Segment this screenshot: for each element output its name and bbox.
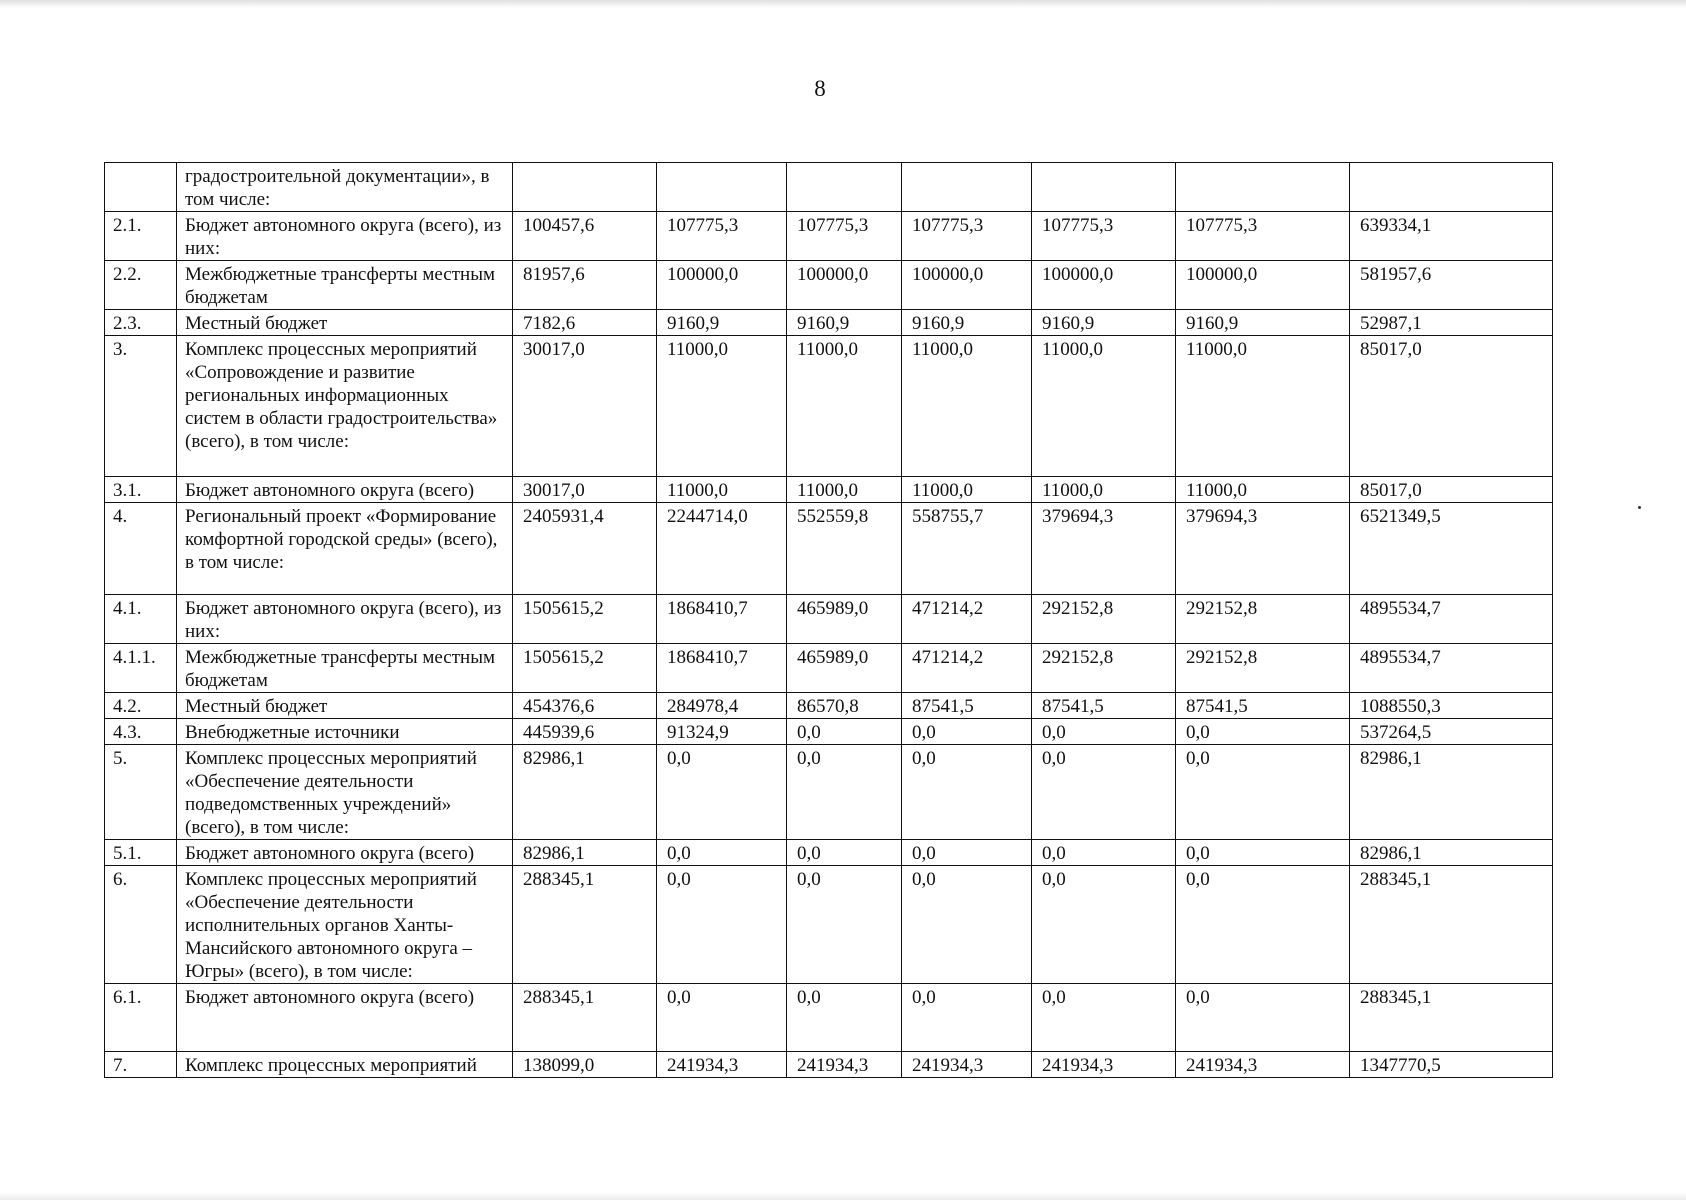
row-number-cell (105, 163, 177, 212)
value-cell: 0,0 (902, 719, 1032, 745)
row-number-cell: 6. (105, 866, 177, 984)
value-cell: 30017,0 (513, 477, 657, 503)
table-row (105, 163, 1553, 212)
value-cell: 558755,7 (902, 503, 1032, 595)
table-row (105, 745, 1553, 840)
value-cell: 288345,1 (1350, 984, 1553, 1052)
value-cell: 1868410,7 (657, 644, 787, 693)
value-cell: 11000,0 (787, 477, 902, 503)
row-name-cell: Комплекс процессных мероприятий «Обеспечение деятельности исполнительных органов Ханты-Мансийского автономного округа – Югры» (всего), в том числе: (177, 866, 513, 984)
value-cell: 0,0 (657, 984, 787, 1052)
table-row (105, 840, 1553, 866)
value-cell: 107775,3 (1176, 212, 1350, 261)
table-row (105, 261, 1553, 310)
row-number-cell: 4.2. (105, 693, 177, 719)
value-cell: 471214,2 (902, 595, 1032, 644)
value-cell: 0,0 (787, 745, 902, 840)
row-name-cell: Комплекс процессных мероприятий (177, 1052, 513, 1078)
page-number: 8 (814, 76, 826, 101)
row-number-cell: 6.1. (105, 984, 177, 1052)
value-cell: 288345,1 (513, 866, 657, 984)
value-cell: 0,0 (657, 840, 787, 866)
value-cell: 11000,0 (1176, 477, 1350, 503)
scan-speck (1638, 506, 1641, 509)
table-row (105, 719, 1553, 745)
value-cell: 107775,3 (787, 212, 902, 261)
value-cell: 0,0 (1176, 984, 1350, 1052)
value-cell: 292152,8 (1176, 644, 1350, 693)
value-cell: 288345,1 (513, 984, 657, 1052)
table-row (105, 336, 1553, 477)
value-cell: 107775,3 (902, 212, 1032, 261)
value-cell: 1088550,3 (1350, 693, 1553, 719)
row-name-cell: Межбюджетные трансферты местным бюджетам (177, 261, 513, 310)
value-cell: 9160,9 (1176, 310, 1350, 336)
value-cell: 100000,0 (902, 261, 1032, 310)
table-row (105, 595, 1553, 644)
value-cell: 100457,6 (513, 212, 657, 261)
value-cell: 87541,5 (1032, 693, 1176, 719)
value-cell: 292152,8 (1032, 595, 1176, 644)
value-cell: 82986,1 (513, 840, 657, 866)
value-cell: 379694,3 (1032, 503, 1176, 595)
scan-edge-bottom (0, 1192, 1686, 1200)
value-cell: 91324,9 (657, 719, 787, 745)
row-number-cell: 4.1. (105, 595, 177, 644)
value-cell: 11000,0 (902, 477, 1032, 503)
value-cell: 0,0 (1176, 866, 1350, 984)
row-name-cell: Комплекс процессных мероприятий «Обеспечение деятельности подведомственных учреждений» (всего), в том числе: (177, 745, 513, 840)
value-cell: 85017,0 (1350, 477, 1553, 503)
row-number-cell: 2.3. (105, 310, 177, 336)
value-cell: 0,0 (657, 745, 787, 840)
table-row (105, 1052, 1553, 1078)
value-cell: 0,0 (1032, 840, 1176, 866)
value-cell: 288345,1 (1350, 866, 1553, 984)
value-cell: 11000,0 (1176, 336, 1350, 477)
value-cell: 465989,0 (787, 644, 902, 693)
row-number-cell: 7. (105, 1052, 177, 1078)
budget-table (104, 162, 1553, 1078)
row-name-cell: градостроительной документации», в том числе: (177, 163, 513, 212)
value-cell: 9160,9 (657, 310, 787, 336)
value-cell: 0,0 (1032, 719, 1176, 745)
value-cell: 107775,3 (1032, 212, 1176, 261)
table-row (105, 693, 1553, 719)
row-number-cell: 4.3. (105, 719, 177, 745)
value-cell: 0,0 (902, 866, 1032, 984)
value-cell: 6521349,5 (1350, 503, 1553, 595)
table-row (105, 212, 1553, 261)
row-number-cell: 4. (105, 503, 177, 595)
value-cell: 1505615,2 (513, 644, 657, 693)
row-number-cell: 2.1. (105, 212, 177, 261)
value-cell: 284978,4 (657, 693, 787, 719)
value-cell: 86570,8 (787, 693, 902, 719)
value-cell: 537264,5 (1350, 719, 1553, 745)
value-cell: 1347770,5 (1350, 1052, 1553, 1078)
value-cell: 100000,0 (1176, 261, 1350, 310)
value-cell: 445939,6 (513, 719, 657, 745)
value-cell: 138099,0 (513, 1052, 657, 1078)
value-cell: 4895534,7 (1350, 644, 1553, 693)
value-cell: 11000,0 (902, 336, 1032, 477)
value-cell: 465989,0 (787, 595, 902, 644)
value-cell (657, 163, 787, 212)
row-name-cell: Межбюджетные трансферты местным бюджетам (177, 644, 513, 693)
row-name-cell: Региональный проект «Формирование комфортной городской среды» (всего), в том числе: (177, 503, 513, 595)
value-cell: 0,0 (657, 866, 787, 984)
value-cell: 0,0 (787, 840, 902, 866)
value-cell: 82986,1 (1350, 745, 1553, 840)
value-cell: 379694,3 (1176, 503, 1350, 595)
value-cell: 454376,6 (513, 693, 657, 719)
value-cell: 11000,0 (1032, 336, 1176, 477)
row-name-cell: Бюджет автономного округа (всего), из них: (177, 595, 513, 644)
row-number-cell: 5.1. (105, 840, 177, 866)
row-name-cell: Комплекс процессных мероприятий «Сопровождение и развитие региональных информационных систем в области градостроительства» (всего), в том числе: (177, 336, 513, 477)
table-row (105, 503, 1553, 595)
row-name-cell: Бюджет автономного округа (всего) (177, 477, 513, 503)
value-cell: 292152,8 (1176, 595, 1350, 644)
value-cell: 241934,3 (1176, 1052, 1350, 1078)
value-cell: 9160,9 (902, 310, 1032, 336)
value-cell: 11000,0 (1032, 477, 1176, 503)
value-cell: 292152,8 (1032, 644, 1176, 693)
value-cell: 107775,3 (657, 212, 787, 261)
value-cell: 0,0 (1176, 840, 1350, 866)
value-cell: 9160,9 (1032, 310, 1176, 336)
value-cell: 0,0 (1176, 719, 1350, 745)
row-number-cell: 4.1.1. (105, 644, 177, 693)
value-cell: 0,0 (1032, 984, 1176, 1052)
value-cell: 471214,2 (902, 644, 1032, 693)
value-cell: 100000,0 (1032, 261, 1176, 310)
row-name-cell: Местный бюджет (177, 693, 513, 719)
value-cell: 241934,3 (787, 1052, 902, 1078)
value-cell: 11000,0 (787, 336, 902, 477)
budget-table-body (105, 163, 1553, 1078)
row-number-cell: 2.2. (105, 261, 177, 310)
value-cell: 1505615,2 (513, 595, 657, 644)
value-cell: 87541,5 (902, 693, 1032, 719)
value-cell: 82986,1 (513, 745, 657, 840)
value-cell: 9160,9 (787, 310, 902, 336)
value-cell: 11000,0 (657, 336, 787, 477)
value-cell: 82986,1 (1350, 840, 1553, 866)
value-cell (1176, 163, 1350, 212)
row-name-cell: Местный бюджет (177, 310, 513, 336)
value-cell: 100000,0 (657, 261, 787, 310)
table-row (105, 984, 1553, 1052)
value-cell: 552559,8 (787, 503, 902, 595)
value-cell: 1868410,7 (657, 595, 787, 644)
value-cell (787, 163, 902, 212)
value-cell: 100000,0 (787, 261, 902, 310)
value-cell: 581957,6 (1350, 261, 1553, 310)
row-name-cell: Внебюджетные источники (177, 719, 513, 745)
value-cell (902, 163, 1032, 212)
value-cell (513, 163, 657, 212)
row-name-cell: Бюджет автономного округа (всего), из них: (177, 212, 513, 261)
row-name-cell: Бюджет автономного округа (всего) (177, 984, 513, 1052)
value-cell (1350, 163, 1553, 212)
value-cell: 87541,5 (1176, 693, 1350, 719)
value-cell: 241934,3 (1032, 1052, 1176, 1078)
row-number-cell: 3.1. (105, 477, 177, 503)
value-cell: 0,0 (902, 984, 1032, 1052)
value-cell: 0,0 (1032, 866, 1176, 984)
value-cell: 0,0 (902, 745, 1032, 840)
table-row (105, 644, 1553, 693)
value-cell: 0,0 (1032, 745, 1176, 840)
value-cell: 2405931,4 (513, 503, 657, 595)
table-row (105, 866, 1553, 984)
value-cell: 2244714,0 (657, 503, 787, 595)
table-row (105, 310, 1553, 336)
value-cell: 52987,1 (1350, 310, 1553, 336)
row-number-cell: 3. (105, 336, 177, 477)
value-cell: 7182,6 (513, 310, 657, 336)
value-cell: 0,0 (787, 984, 902, 1052)
value-cell: 0,0 (1176, 745, 1350, 840)
value-cell: 241934,3 (657, 1052, 787, 1078)
table-row (105, 477, 1553, 503)
value-cell: 241934,3 (902, 1052, 1032, 1078)
row-number-cell: 5. (105, 745, 177, 840)
value-cell: 81957,6 (513, 261, 657, 310)
value-cell: 0,0 (787, 866, 902, 984)
value-cell: 30017,0 (513, 336, 657, 477)
row-name-cell: Бюджет автономного округа (всего) (177, 840, 513, 866)
value-cell: 85017,0 (1350, 336, 1553, 477)
value-cell: 11000,0 (657, 477, 787, 503)
value-cell (1032, 163, 1176, 212)
value-cell: 0,0 (787, 719, 902, 745)
scan-edge-top (0, 0, 1686, 8)
value-cell: 4895534,7 (1350, 595, 1553, 644)
value-cell: 0,0 (902, 840, 1032, 866)
value-cell: 639334,1 (1350, 212, 1553, 261)
